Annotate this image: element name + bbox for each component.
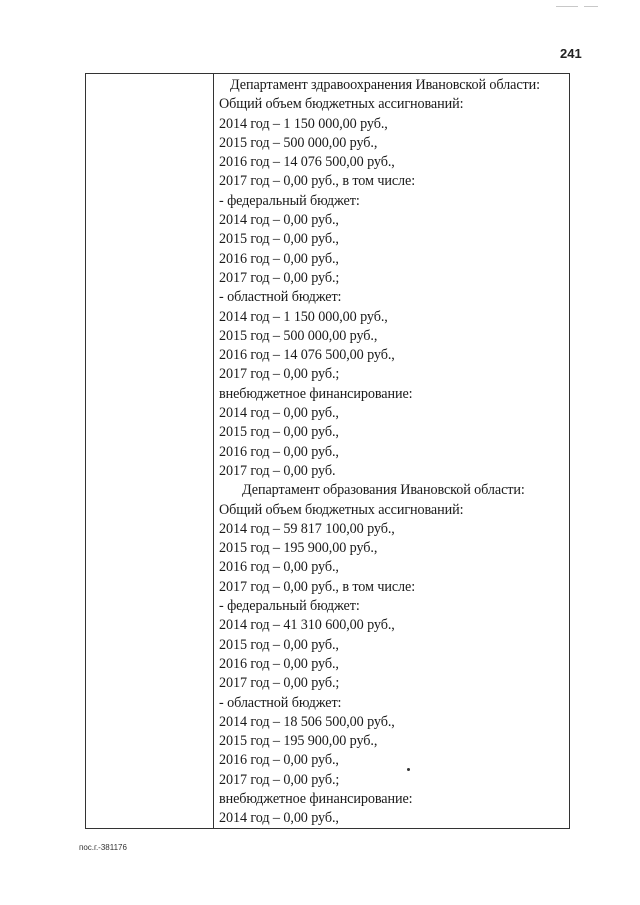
text-line: 2014 год – 41 310 600,00 руб., — [219, 617, 395, 634]
department-heading: Департамент здравоохранения Ивановской области: — [230, 77, 540, 93]
text-line: 2014 год – 59 817 100,00 руб., — [219, 520, 395, 537]
text-line: - федеральный бюджет: — [219, 598, 360, 615]
text-line: внебюджетное финансирование: — [219, 385, 413, 402]
text-line: внебюджетное финансирование: — [219, 790, 413, 807]
text-line: 2014 год – 0,00 руб., — [219, 405, 339, 422]
text-line: 2017 год – 0,00 руб.; — [219, 366, 340, 383]
department-heading: Департамент образования Ивановской области: — [242, 482, 525, 499]
text-line: 2016 год – 0,00 руб., — [219, 250, 339, 267]
text-line: 2017 год – 0,00 руб., в том числе: — [219, 173, 416, 190]
text-line: 2015 год – 500 000,00 руб., — [219, 327, 378, 344]
text-line: 2017 год – 0,00 руб., в том числе: — [219, 578, 416, 595]
text-line: Общий объем бюджетных ассигнований: — [219, 96, 464, 113]
text-line: 2017 год – 0,00 руб. — [219, 462, 336, 479]
text-line: 2017 год – 0,00 руб.; — [219, 675, 340, 692]
table-right-cell — [214, 74, 569, 828]
text-line: 2017 год – 0,00 руб.; — [219, 771, 340, 788]
text-line: - федеральный бюджет: — [219, 192, 360, 209]
text-line: 2014 год – 0,00 руб., — [219, 810, 339, 827]
text-line: 2015 год – 0,00 руб., — [219, 231, 339, 248]
table-left-cell — [86, 74, 214, 828]
text-line: 2016 год – 0,00 руб., — [219, 443, 339, 460]
text-line: 2015 год – 195 900,00 руб., — [219, 540, 378, 557]
text-line: 2016 год – 14 076 500,00 руб., — [219, 154, 395, 171]
text-line: 2014 год – 1 150 000,00 руб., — [219, 115, 388, 132]
text-line: - областной бюджет: — [219, 694, 342, 711]
budget-table — [85, 73, 570, 829]
scan-speck — [407, 768, 410, 771]
text-line: 2015 год – 500 000,00 руб., — [219, 134, 378, 151]
text-line: 2014 год – 18 506 500,00 руб., — [219, 713, 395, 730]
text-line: 2017 год – 0,00 руб.; — [219, 269, 340, 286]
text-line: 2016 год – 0,00 руб., — [219, 559, 339, 576]
text-line: 2014 год – 1 150 000,00 руб., — [219, 308, 388, 325]
footer-document-code: пос.г.-381176 — [79, 843, 127, 852]
text-line: 2014 год – 0,00 руб., — [219, 212, 339, 229]
text-line: 2015 год – 0,00 руб., — [219, 636, 339, 653]
text-line: 2016 год – 0,00 руб., — [219, 752, 339, 769]
text-line: - областной бюджет: — [219, 289, 342, 306]
page-number: 241 — [560, 46, 582, 61]
text-line: 2016 год – 14 076 500,00 руб., — [219, 347, 395, 364]
scan-marks — [556, 6, 616, 8]
text-line: 2016 год – 0,00 руб., — [219, 655, 339, 672]
text-line: 2015 год – 195 900,00 руб., — [219, 733, 378, 750]
text-line: Общий объем бюджетных ассигнований: — [219, 501, 464, 518]
text-line: 2015 год – 0,00 руб., — [219, 424, 339, 441]
